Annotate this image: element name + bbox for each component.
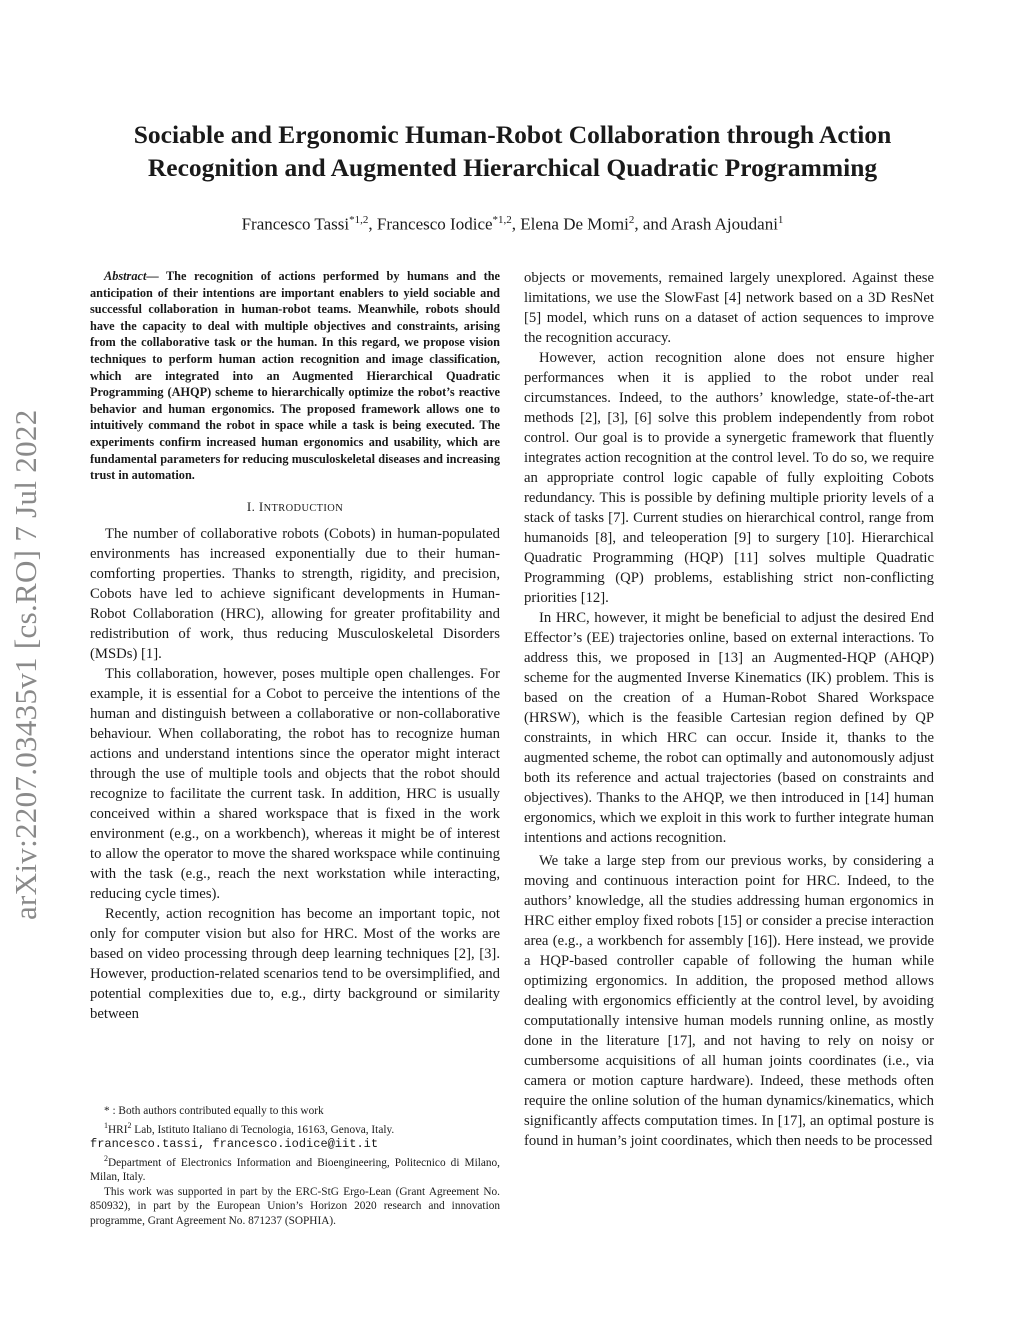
author-affiliation: 2 xyxy=(628,214,635,226)
footnote-text: Department of Electronics Information and Bioengineering, Politecnico di Milano, Milan, Italy. xyxy=(90,1156,500,1183)
author-name: Francesco Iodice xyxy=(376,214,493,234)
author-affiliation: *1,2 xyxy=(492,214,512,226)
body-paragraph: Recently, action recognition has become an important topic, not only for computer vision but also for HRC. Most of the works are based on video processing through deep learning techniques [2], [3]. However, production-related scenarios tend to be oversimplified, and potential complexities due to, e.g., dirty background or similarity between xyxy=(90,905,500,1022)
author-affiliation: *1,2 xyxy=(349,214,369,226)
footnote-funding: This work was supported in part by the ERC-StG Ergo-Lean (Grant Agreement No. 850932), in part by the European Union’s Horizon 2020 research and innovation programme, Grant Agreement No. 871237 (SOPHIA). xyxy=(90,1185,500,1227)
author-separator: , and xyxy=(634,214,671,234)
paper-title xyxy=(90,118,935,184)
author-separator: , xyxy=(368,214,377,234)
footnote-text: HRI xyxy=(108,1123,128,1136)
footnote-text: Lab, Istituto Italiano di Tecnologia, 16163, Genova, Italy. xyxy=(131,1123,395,1136)
section-number: I. xyxy=(246,498,256,514)
footnote-affiliation-1 xyxy=(90,1119,500,1137)
footnote-mark: 1 xyxy=(104,1120,108,1130)
author-affiliation: 1 xyxy=(777,214,784,226)
section-initial: I xyxy=(258,498,264,514)
body-paragraph: We take a large step from our previous works, by considering a moving and continuous interaction point for HRC. Indeed, to the authors’ knowledge, all the studies addressing human ergonomics in HRC either employ fixed robots [15] or consider a precise interaction area (e.g., a workbench for assembly [16]). Here instead, we provide a HQP-based controller capable of following the human while optimizing ergonomics. In addition, the proposed method allows dealing with ergonomics efficiently at the control level, by avoiding computationally intensive human models running online, as mostly done in the literature [17], and not having to rely on noisy or cumbersome acquisitions of all human joints coordinates (i.e., via camera or motion capture hardware). Indeed, these methods often require the online solution of the human dynamics/kinematics, which significantly affects computation times. In [17], an optimal posture is found in human’s joint coordinates, which then needs to be processed xyxy=(524,853,934,1149)
footnote-affiliation-2 xyxy=(90,1152,500,1185)
footnote-mark: 2 xyxy=(104,1153,108,1163)
title-line: Recognition and Augmented Hierarchical Quadratic Programming xyxy=(147,153,878,182)
author-name: Elena De Momi xyxy=(520,214,629,234)
email-addresses[interactable]: francesco.tassi, francesco.iodice@iit.it xyxy=(90,1136,379,1151)
body-paragraph: objects or movements, remained largely unexplored. Against these limitations, we use the SlowFast [4] network based on a 3D ResNet [5] model, which runs on a dataset of action sequences to improve the recognition accuracy. xyxy=(524,270,934,346)
footnote-equal-contribution: * : Both authors contributed equally to this work xyxy=(104,1105,324,1117)
body-paragraph: The number of collaborative robots (Cobots) in human-populated environments has increased exponentially due to their human-comforting properties. Thanks to strength, rigidity, and precision, Cobots have led to achieve significant developments in Human-Robot Collaboration (HRC), allowing for greater profitability and redistribution of work, thus reducing Musculoskeletal Disorders (MSDs) [1]. xyxy=(90,525,500,662)
author-list xyxy=(90,209,935,236)
author-separator: , xyxy=(511,214,521,234)
abstract xyxy=(90,268,500,484)
arxiv-identifier: arXiv:2207.03435v1 [cs.RO] 7 Jul 2022 xyxy=(8,409,43,921)
footnote-mark: 2 xyxy=(127,1120,132,1130)
footnotes xyxy=(90,1104,500,1228)
left-column xyxy=(90,268,500,1024)
footnote-emails xyxy=(90,1137,500,1152)
body-paragraph: In HRC, however, it might be beneficial to adjust the desired End Effector’s (EE) trajectories online, based on external interactions. To address this, we proposed in [13] an Augmented-HQP (AHQP) scheme for the augmented Inverse Kinematics (IK) problem. This is based on the creation of a Human-Robot Shared Workspace (HRSW), which is the feasible Cartesian region defined by QP constraints, in which HRC can occur. Inside it, thanks to the augmented scheme, the robot can optimally and autonomously adjust both its reference and actual trajectories (based on constraints and objectives). Thanks to the AHQP, we then introduced in [14] human ergonomics, which we exploit in this work to further integrate human intentions and actions recognition. xyxy=(524,610,934,846)
abstract-text: The recognition of actions performed by humans and the anticipation of their intentions are important enablers to yield sociable and successful collaboration in human-robot teams. Meanwhile, robots should have the capacity to deal with multiple objectives and constraints, arising from the collaborative task or the human. In this regard, we propose vision techniques to perform human action recognition and image classification, which are integrated into an Augmented Hierarchical Quadratic Programming (AHQP) scheme to hierarchically optimize the robot’s reactive behavior and human ergonomics. The proposed framework allows one to intuitively command the robot in space while a task is being executed. The experiments confirm increased human ergonomics and usability, which are fundamental parameters for reducing musculoskeletal diseases and increasing trust in automation. xyxy=(90,269,500,483)
abstract-label: Abstract xyxy=(104,269,147,283)
right-column xyxy=(524,268,934,1151)
author-name: Francesco Tassi xyxy=(241,214,350,234)
abstract-dash: — xyxy=(146,269,159,283)
section-heading xyxy=(90,499,500,515)
body-paragraph: However, action recognition alone does not ensure higher performances when it is applied to the robot under real circumstances. Indeed, to the authors’ knowledge, state-of-the-art methods [2], [3], [6] solve this problem independently from robot control. Our goal is to provide a synergetic framework that fluently integrates action recognition at the control level. To do so, we require an appropriate control logic capable of fully exploiting Cobots redundancy. This is possible by defining multiple priority levels of a stack of tasks [7]. Current studies on hierarchical control, range from humanoids [8], and teleoperation [9] to surgery [10]. Hierarchical Quadratic Programming (HQP) [11] solves multiple Quadratic Programming (QP) problems, establishing strict non-conflicting priorities [12]. xyxy=(524,350,934,606)
author-name: Arash Ajoudani xyxy=(670,214,778,234)
section-title-rest: NTRODUCTION xyxy=(263,502,344,514)
body-paragraph: This collaboration, however, poses multiple open challenges. For example, it is essential for a Cobot to perceive the intentions of the human and distinguish between a collaborative or non-collaborative behaviour. When collaborating, the robot has to recognize human actions and understand intentions since the operator might interact through the use of multiple tools and objects that the robot should recognize to facilitate the current task. In addition, HRC is usually conceived within a shared workspace that is fixed in the work environment (e.g., on a workbench), whereas it might be of interest to allow the operator to move the shared workspace while continuing with the task (e.g., reach the next workstation while interacting, reducing cycle times). xyxy=(90,665,500,902)
title-line: Sociable and Ergonomic Human-Robot Collaboration through Action xyxy=(133,120,892,149)
